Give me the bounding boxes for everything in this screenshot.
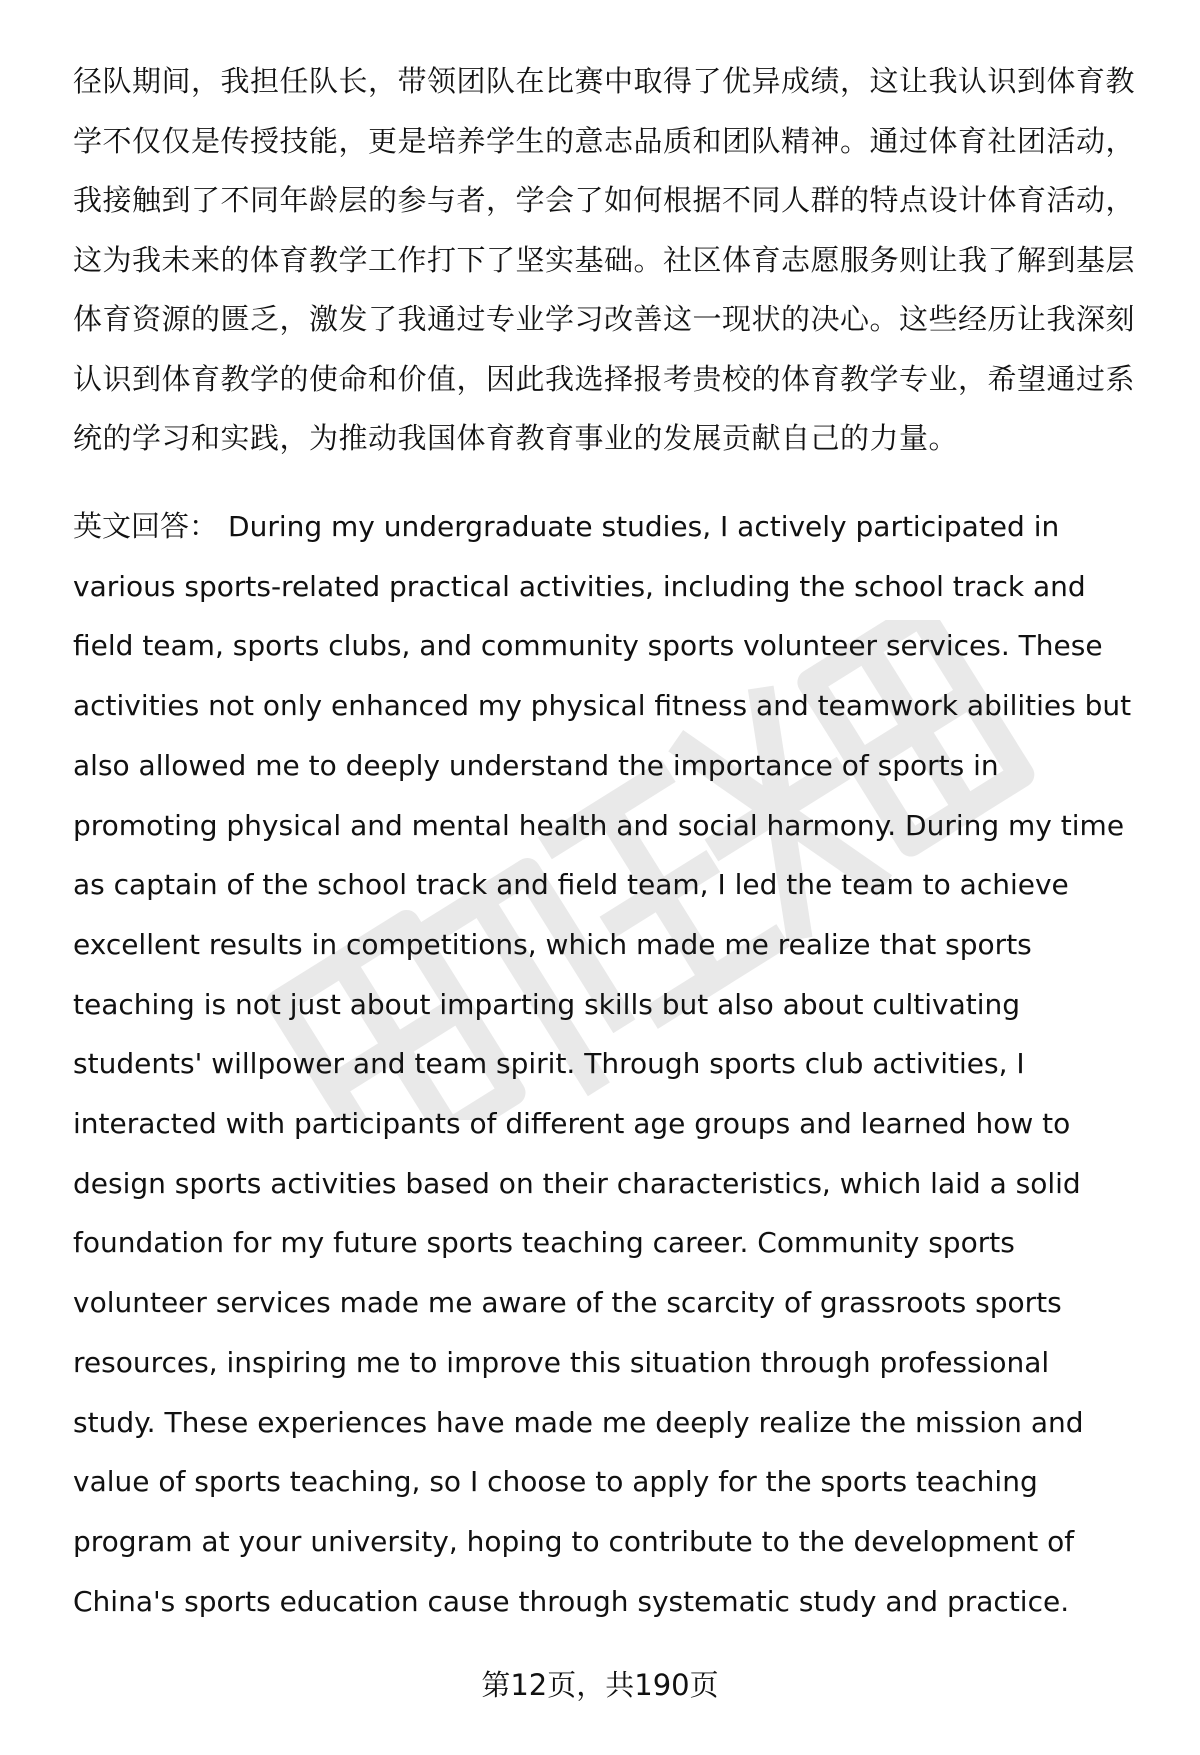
english-line: value of sports teaching, so I choose to apply for the sports teaching: [73, 1465, 1038, 1499]
english-line: students' willpower and team spirit. Through sports club activities, I: [73, 1047, 1025, 1081]
english-line: program at your university, hoping to contribute to the development of: [73, 1524, 1075, 1558]
english-line: During my undergraduate studies, I actively participated in: [228, 510, 1060, 543]
english-line: as captain of the school track and field team, I led the team to achieve: [73, 868, 1069, 902]
chinese-line: 体育资源的匮乏，激发了我通过专业学习改善这一现状的决心。这些经历让我深刻: [73, 302, 1136, 336]
page-number: 第12页，共190页: [481, 1668, 719, 1702]
english-line: promoting physical and mental health and social harmony. During my time: [73, 808, 1125, 842]
chinese-line: 统的学习和实践，为推动我国体育教育事业的发展贡献自己的力量。: [73, 421, 959, 455]
english-line: interacted with participants of different age groups and learned how to: [73, 1107, 1071, 1141]
chinese-paragraph: [73, 52, 1143, 469]
english-line: volunteer services made me aware of the scarcity of grassroots sports: [73, 1286, 1062, 1320]
english-line: various sports-related practical activities, including the school track and: [73, 569, 1086, 603]
english-line: resources, inspiring me to improve this situation through professional: [73, 1345, 1050, 1379]
english-line: excellent results in competitions, which made me realize that sports: [73, 927, 1032, 961]
english-line: China's sports education cause through systematic study and practice.: [73, 1584, 1070, 1618]
english-line: also allowed me to deeply understand the importance of sports in: [73, 748, 999, 782]
english-line: teaching is not just about imparting skills but also about cultivating: [73, 987, 1021, 1021]
english-line: design sports activities based on their characteristics, which laid a solid: [73, 1166, 1081, 1200]
chinese-line: 认识到体育教学的使命和价值，因此我选择报考贵校的体育教学专业，希望通过系: [73, 361, 1136, 396]
english-line: activities not only enhanced my physical fitness and teamwork abilities but: [73, 689, 1132, 723]
english-answer-label: 英文回答：: [73, 509, 219, 543]
english-answer: [73, 497, 1153, 1631]
chinese-line: 学不仅仅是传授技能，更是培养学生的意志品质和团队精神。通过体育社团活动，: [73, 123, 1136, 158]
english-line: foundation for my future sports teaching career. Community sports: [73, 1226, 1015, 1260]
english-answer-first-line: [73, 497, 1153, 557]
chinese-line: 径队期间，我担任队长，带领团队在比赛中取得了优异成绩，这让我认识到体育教: [73, 64, 1136, 98]
chinese-line: 我接触到了不同年龄层的参与者，学会了如何根据不同人群的特点设计体育活动，: [73, 183, 1136, 217]
english-line: study. These experiences have made me deeply realize the mission and: [73, 1405, 1084, 1439]
english-line: field team, sports clubs, and community sports volunteer services. These: [73, 629, 1103, 663]
page-footer: [0, 1665, 1200, 1705]
chinese-line: 这为我未来的体育教学工作打下了坚实基础。社区体育志愿服务则让我了解到基层: [73, 242, 1136, 277]
